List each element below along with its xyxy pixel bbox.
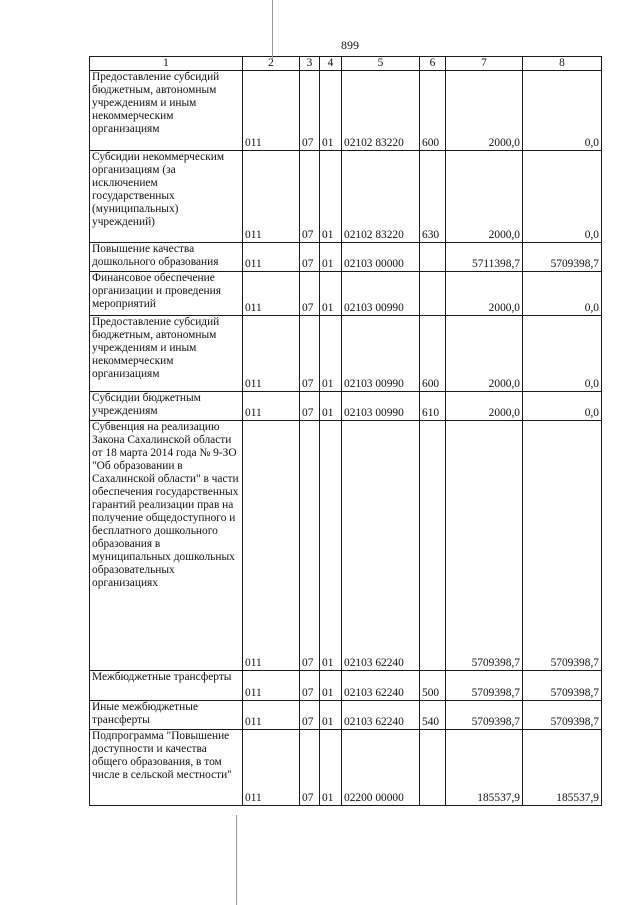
cell-amount-2: 0,0	[523, 316, 602, 392]
header-row	[90, 57, 602, 71]
cell-expense-type	[420, 243, 446, 272]
col-header-8: 8	[523, 57, 602, 71]
budget-table	[89, 56, 602, 806]
cell-subsection: 01	[320, 272, 342, 316]
cell-amount-2: 0,0	[523, 392, 602, 421]
cell-admin-code: 011	[243, 671, 300, 701]
cell-amount-2: 0,0	[523, 71, 602, 151]
cell-target-code: 02103 00990	[342, 316, 420, 392]
cell-expense-type: 600	[420, 71, 446, 151]
cell-amount-2: 5709398,7	[523, 671, 602, 701]
table-row	[90, 71, 602, 151]
cell-admin-code: 011	[243, 701, 300, 730]
table-row	[90, 730, 602, 806]
cell-amount-1: 2000,0	[446, 316, 523, 392]
cell-section: 07	[300, 730, 320, 806]
cell-amount-1: 5709398,7	[446, 671, 523, 701]
cell-admin-code: 011	[243, 730, 300, 806]
row-name: Финансовое обеспечение организации и проведения мероприятий	[90, 272, 243, 316]
cell-section: 07	[300, 243, 320, 272]
cell-amount-2: 5709398,7	[523, 421, 602, 671]
cell-section: 07	[300, 272, 320, 316]
cell-section: 07	[300, 701, 320, 730]
row-name: Субсидии некоммерческим организациям (за исключением государственных (муниципальных) учреждений)	[90, 151, 243, 243]
cell-subsection: 01	[320, 701, 342, 730]
row-name: Предоставление субсидий бюджетным, автономным учреждениям и иным некоммерческим организациям	[90, 71, 243, 151]
row-name: Иные межбюджетные трансферты	[90, 701, 243, 730]
cell-subsection: 01	[320, 243, 342, 272]
col-header-5: 5	[342, 57, 420, 71]
cell-amount-1: 185537,9	[446, 730, 523, 806]
cell-target-code: 02103 62240	[342, 701, 420, 730]
row-name: Подпрограмма "Повышение доступности и качества общего образования, в том числе в сельской местности"	[90, 730, 243, 806]
cell-amount-2: 5709398,7	[523, 243, 602, 272]
cell-target-code: 02200 00000	[342, 730, 420, 806]
cell-amount-2: 0,0	[523, 151, 602, 243]
scan-fold-line	[236, 815, 237, 905]
cell-amount-2: 5709398,7	[523, 701, 602, 730]
col-header-4: 4	[320, 57, 342, 71]
table-row	[90, 701, 602, 730]
cell-target-code: 02103 62240	[342, 421, 420, 671]
cell-expense-type: 610	[420, 392, 446, 421]
table-row	[90, 392, 602, 421]
cell-subsection: 01	[320, 421, 342, 671]
cell-admin-code: 011	[243, 151, 300, 243]
cell-amount-2: 185537,9	[523, 730, 602, 806]
cell-expense-type	[420, 421, 446, 671]
table-row	[90, 272, 602, 316]
cell-subsection: 01	[320, 316, 342, 392]
col-header-6: 6	[420, 57, 446, 71]
cell-admin-code: 011	[243, 243, 300, 272]
table-row	[90, 316, 602, 392]
cell-target-code: 02103 62240	[342, 671, 420, 701]
cell-amount-1: 2000,0	[446, 272, 523, 316]
col-header-2: 2	[243, 57, 300, 71]
col-header-3: 3	[300, 57, 320, 71]
cell-expense-type	[420, 272, 446, 316]
cell-target-code: 02102 83220	[342, 71, 420, 151]
cell-subsection: 01	[320, 392, 342, 421]
cell-target-code: 02103 00990	[342, 392, 420, 421]
cell-target-code: 02102 83220	[342, 151, 420, 243]
cell-section: 07	[300, 151, 320, 243]
cell-expense-type: 500	[420, 671, 446, 701]
table-row	[90, 151, 602, 243]
row-name: Субвенция на реализацию Закона Сахалинской области от 18 марта 2014 года № 9-ЗО "Об образовании в Сахалинской области" в части обеспечения государственных гарантий реализации прав на получение общедоступного и бесплатного дошкольного образования в муниципальных дошкольных образовательных организациях	[90, 421, 243, 671]
cell-section: 07	[300, 316, 320, 392]
cell-amount-1: 5709398,7	[446, 701, 523, 730]
cell-subsection: 01	[320, 151, 342, 243]
cell-subsection: 01	[320, 71, 342, 151]
cell-amount-1: 2000,0	[446, 151, 523, 243]
cell-amount-1: 5711398,7	[446, 243, 523, 272]
cell-admin-code: 011	[243, 392, 300, 421]
cell-expense-type	[420, 730, 446, 806]
cell-admin-code: 011	[243, 316, 300, 392]
row-name: Межбюджетные трансферты	[90, 671, 243, 701]
col-header-1: 1	[90, 57, 243, 71]
table-row	[90, 421, 602, 671]
cell-amount-1: 2000,0	[446, 71, 523, 151]
cell-admin-code: 011	[243, 71, 300, 151]
cell-subsection: 01	[320, 671, 342, 701]
cell-section: 07	[300, 392, 320, 421]
cell-expense-type: 600	[420, 316, 446, 392]
row-name: Предоставление субсидий бюджетным, автономным учреждениям и иным некоммерческим организациям	[90, 316, 243, 392]
cell-expense-type: 630	[420, 151, 446, 243]
cell-target-code: 02103 00000	[342, 243, 420, 272]
cell-admin-code: 011	[243, 421, 300, 671]
cell-amount-1: 2000,0	[446, 392, 523, 421]
cell-expense-type: 540	[420, 701, 446, 730]
cell-section: 07	[300, 71, 320, 151]
cell-admin-code: 011	[243, 272, 300, 316]
table-row	[90, 671, 602, 701]
cell-amount-1: 5709398,7	[446, 421, 523, 671]
cell-subsection: 01	[320, 730, 342, 806]
cell-amount-2: 0,0	[523, 272, 602, 316]
cell-target-code: 02103 00990	[342, 272, 420, 316]
cell-section: 07	[300, 671, 320, 701]
row-name: Субсидии бюджетным учреждениям	[90, 392, 243, 421]
table-row	[90, 243, 602, 272]
page-number: 899	[341, 38, 359, 52]
cell-section: 07	[300, 421, 320, 671]
row-name: Повышение качества дошкольного образования	[90, 243, 243, 272]
scan-fold-line	[272, 0, 273, 60]
col-header-7: 7	[446, 57, 523, 71]
